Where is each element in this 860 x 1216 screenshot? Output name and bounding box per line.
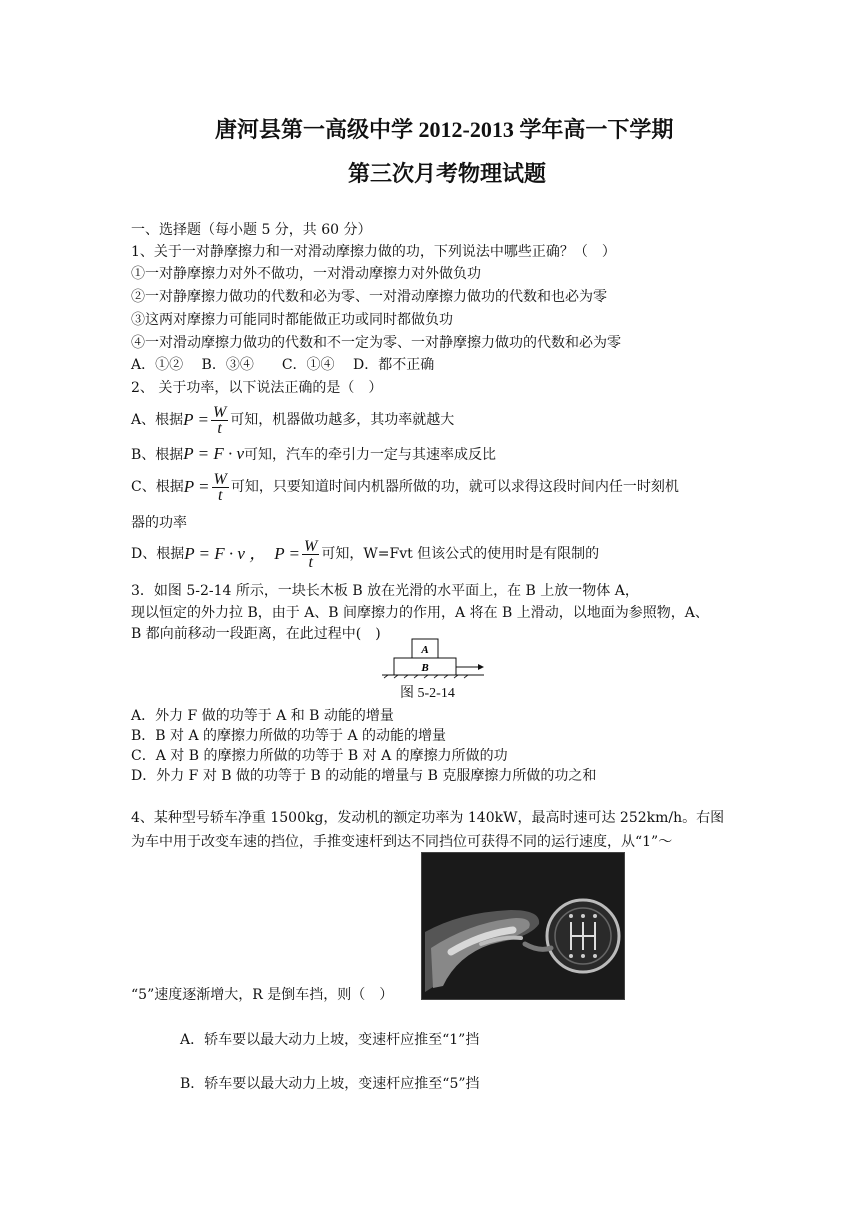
q1-statement-4: ④一对滑动摩擦力做功的代数和不一定为零、一对静摩擦力做功的代数和必为零	[131, 335, 621, 351]
formula-lhs: P =	[183, 410, 209, 429]
option-text: 可知，汽车的牵引力一定与其速率成反比	[244, 447, 497, 463]
q1-choices: A．①② B．③④ C．①④ D．都不正确	[131, 357, 435, 373]
q1-stem: 1、关于一对静摩擦力和一对滑动摩擦力做的功，下列说法中哪些正确？（ ）	[131, 244, 616, 260]
fraction	[212, 472, 229, 503]
formula: P = F · v	[183, 444, 245, 463]
q2-option-b	[131, 444, 496, 465]
block-a-label: A	[421, 644, 429, 656]
q3-option-d: D．外力 F 对 B 做的功等于 B 的动能的增量与 B 克服摩擦力所做的功之和	[131, 768, 597, 784]
q3-line-3: B 都向前移动一段距离，在此过程中( )	[131, 626, 381, 642]
q3-line-1: 3．如图 5-2-14 所示，一块长木板 B 放在光滑的水平面上，在 B 上放一物体 A，	[131, 583, 639, 599]
option-text: 可知，只要知道时间内机器所做的功，就可以求得这段时间内任一时刻机	[230, 479, 679, 495]
q1-statement-2: ②一对静摩擦力做功的代数和必为零、一对滑动摩擦力做功的代数和也必为零	[131, 289, 607, 305]
q2-stem: 2、 关于功率，以下说法正确的是（ ）	[131, 380, 383, 396]
formula-lhs: P =	[183, 477, 210, 496]
fraction-numerator: W	[304, 537, 318, 555]
formula: P = F · v ，	[184, 544, 267, 563]
figure-caption: 图 5-2-14	[400, 686, 455, 701]
fraction-denominator: t	[308, 553, 313, 571]
q3-option-b: B．B 对 A 的摩擦力所做的功等于 A 的动能的增量	[131, 728, 447, 744]
option-label: B、根据	[131, 447, 184, 463]
q2-option-d	[131, 531, 599, 577]
q3-line-2: 现以恒定的外力拉 B，由于 A、B 间摩擦力的作用，A 将在 B 上滑动，以地面为参照物，A、	[131, 605, 709, 621]
q4-line-3: “5”速度逐渐增大，R 是倒车挡，则（ ）	[131, 987, 394, 1003]
q3-option-c: C．A 对 B 的摩擦力所做的功等于 B 对 A 的摩擦力所做的功	[131, 748, 508, 764]
q2-option-a	[131, 397, 454, 443]
title-line-1: 唐河县第一高级中学 2012-2013 学年高一下学期	[215, 117, 674, 142]
q1-statement-3: ③这两对摩擦力可能同时都能做正功或同时都做负功	[131, 312, 453, 328]
q4-line-1: 4、某种型号轿车净重 1500kg，发动机的额定功率为 140kW，最高时速可达 252km/h。右图	[131, 810, 725, 826]
fraction-numerator: W	[213, 470, 227, 488]
option-label: C、根据	[131, 479, 184, 495]
section-header: 一、选择题（每小题 5 分，共 60 分）	[131, 222, 372, 238]
fraction-denominator: t	[217, 486, 223, 504]
board-b-label: B	[421, 662, 429, 674]
fraction	[211, 405, 228, 436]
option-label: A、根据	[131, 412, 184, 428]
fraction-numerator: W	[212, 403, 227, 421]
option-label: D、根据	[131, 546, 185, 562]
q3-option-a: A．外力 F 做的功等于 A 和 B 动能的增量	[131, 708, 394, 724]
q1-statement-1: ①一对静摩擦力对外不做功，一对滑动摩擦力对外做负功	[131, 266, 481, 282]
title-line-2: 第三次月考物理试题	[348, 161, 547, 186]
q2-option-c	[131, 464, 679, 510]
fraction	[302, 539, 319, 570]
fraction-denominator: t	[217, 419, 222, 437]
block-diagram-figure	[380, 637, 490, 681]
force-arrowhead	[478, 664, 484, 670]
q4-option-a: A．轿车要以最大动力上坡，变速杆应推至“1”挡	[180, 1032, 480, 1048]
formula-lhs: P =	[274, 544, 301, 563]
gear-shifter-photo	[421, 852, 625, 1000]
option-text: 可知，W=Fvt 但该公式的使用时是有限制的	[321, 546, 600, 562]
q4-line-2: 为车中用于改变车速的挡位，手推变速杆到达不同挡位可获得不同的运行速度，从“1”～	[131, 834, 673, 850]
q2-option-c-continued: 器的功率	[131, 515, 187, 531]
q4-option-b: B．轿车要以最大动力上坡，变速杆应推至“5”挡	[180, 1076, 480, 1092]
option-text: 可知，机器做功越多，其功率就越大	[230, 412, 455, 428]
